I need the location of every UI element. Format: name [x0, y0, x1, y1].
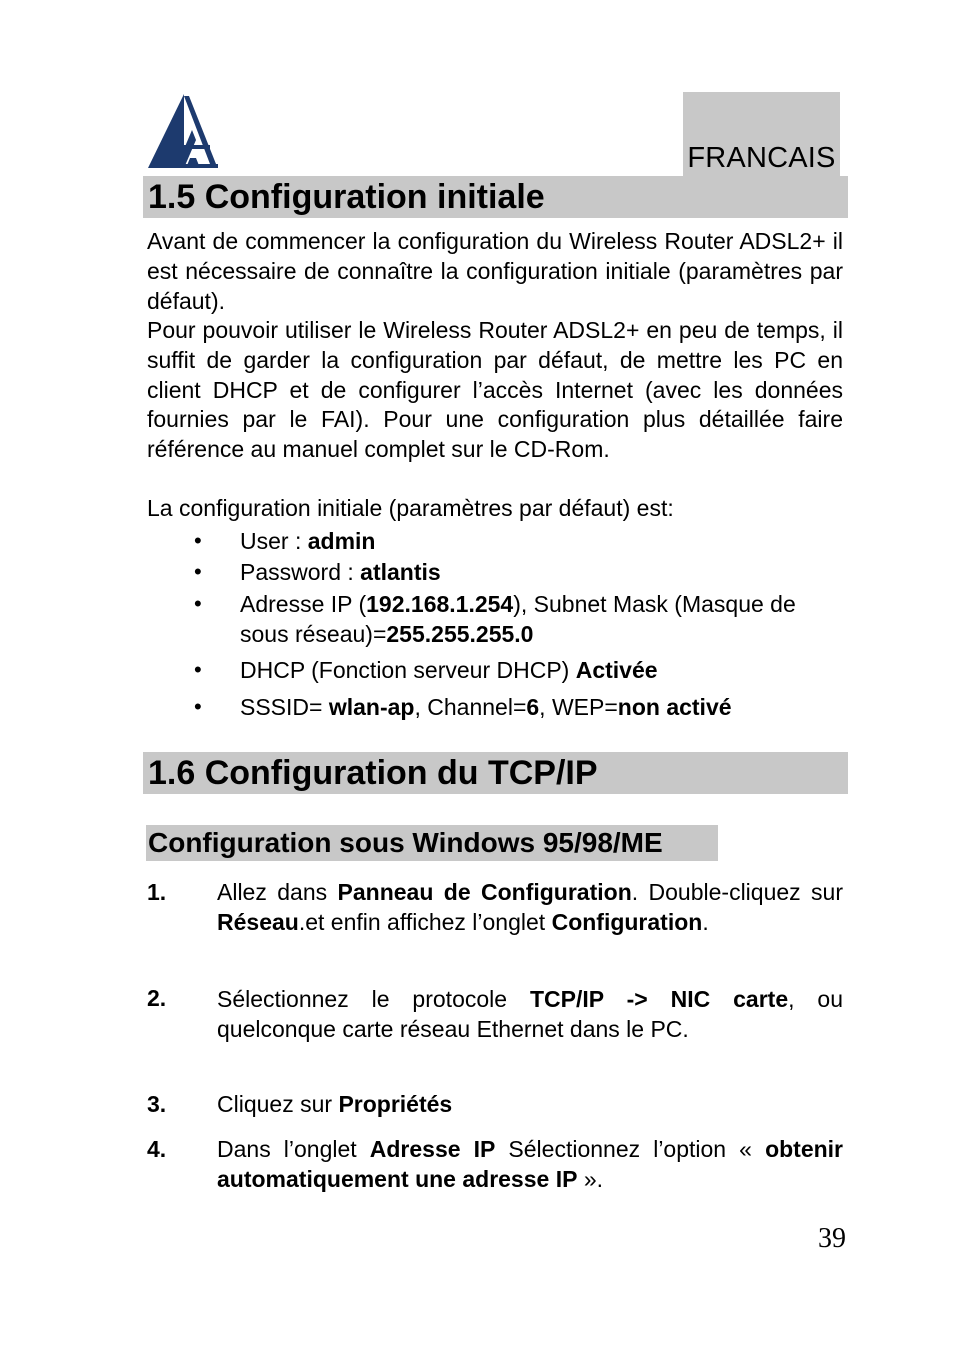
- step-3-text: Cliquez sur Propriétés: [217, 1091, 453, 1117]
- step-2-text: Sélectionnez le protocole TCP/IP -> NIC carte, ou quelconque carte réseau Ethernet dans le PC.: [217, 986, 844, 1042]
- section-15-title: 1.5 Configuration initiale: [148, 178, 545, 216]
- bullet-password: Password : atlantis: [240, 559, 441, 585]
- intro-paragraph-1: Avant de commencer la configuration du Wireless Router ADSL2+ il est nécessaire de connaître la configuration initiale (paramètres par défaut).: [147, 228, 843, 314]
- page-number: 39: [818, 1223, 846, 1254]
- bullet-dot: •: [194, 559, 202, 584]
- step-1-text: Allez dans Panneau de Configuration. Double-cliquez sur Réseau.et enfin affichez l’onglet Configuration.: [217, 879, 844, 935]
- language-label: FRANCAIS: [687, 142, 836, 174]
- bullet-dot: •: [194, 694, 202, 719]
- bullet-dhcp: DHCP (Fonction serveur DHCP) Activée: [240, 657, 658, 683]
- subsection-title: Configuration sous Windows 95/98/ME: [148, 827, 663, 858]
- section-16-title: 1.6 Configuration du TCP/IP: [148, 754, 598, 792]
- bullet-dot: •: [194, 591, 202, 616]
- step-number: 2.: [147, 985, 167, 1011]
- bullet-wireless: SSSID= wlan-ap, Channel=6, WEP=non activé: [240, 694, 732, 720]
- step-number: 3.: [147, 1091, 167, 1117]
- step-4-text: Dans l’onglet Adresse IP Sélectionnez l’option « obtenir automatiquement une adresse IP ».: [217, 1136, 844, 1192]
- intro-paragraph-3: La configuration initiale (paramètres par défaut) est:: [147, 495, 674, 521]
- bullet-dot: •: [194, 528, 202, 553]
- bullet-dot: •: [194, 657, 202, 682]
- bullet-user: User : admin: [240, 528, 376, 554]
- atlantis-logo: [146, 92, 218, 170]
- step-number: 1.: [147, 879, 167, 905]
- step-number: 4.: [147, 1136, 167, 1162]
- bullet-ip-address: Adresse IP (192.168.1.254), Subnet Mask (Masque de sous réseau)=255.255.255.0: [240, 591, 796, 647]
- intro-paragraph-2: Pour pouvoir utiliser le Wireless Router ADSL2+ en peu de temps, il suffit de garder la configuration par défaut, de mettre les PC en client DHCP et de configurer l’accès Internet (avec les données fournies par le FAI). Pour une configuration plus détaillée faire référence au manuel complet sur le CD-Rom.: [147, 317, 843, 463]
